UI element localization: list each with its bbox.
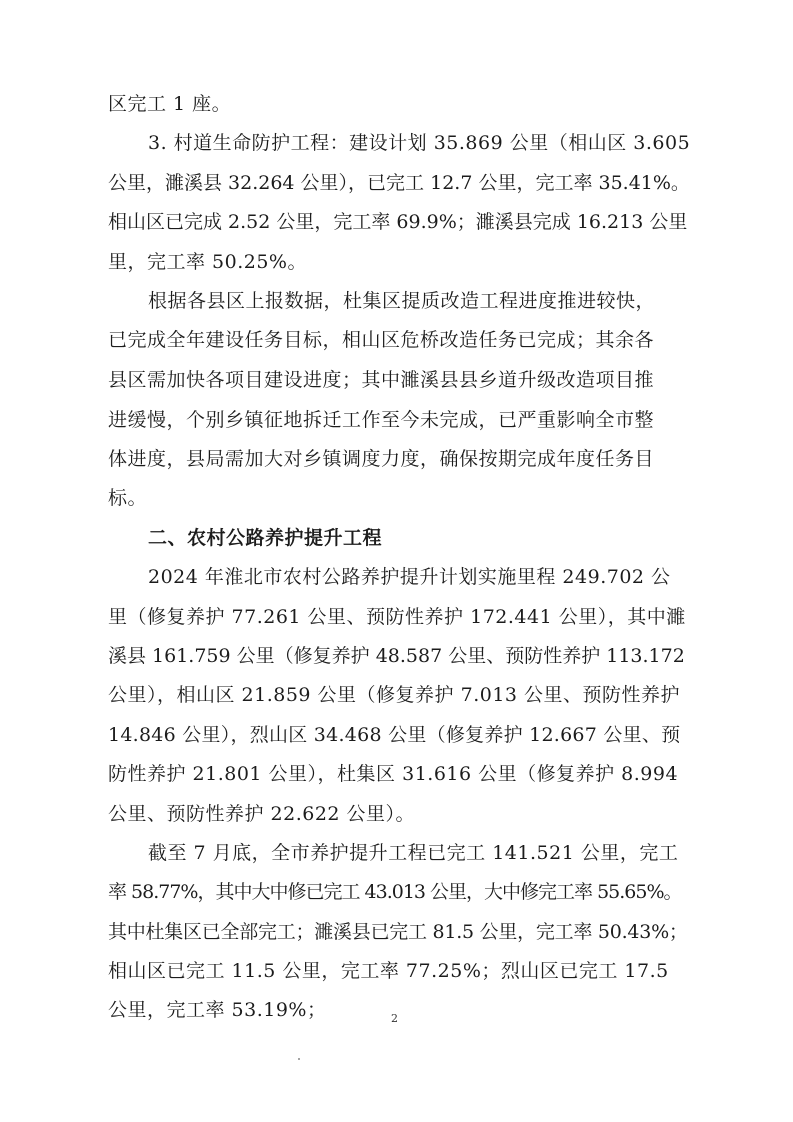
text-line: 公里，濉溪县 32.264 公里），已完工 12.7 公里，完工率 35.41%。 bbox=[108, 172, 690, 194]
text-line: 进缓慢，个别乡镇征地拆迁工作至今未完成，已严重影响全市整 bbox=[108, 409, 655, 431]
text-line: 防性养护 21.801 公里），杜集区 31.616 公里（修复养护 8.994 bbox=[108, 763, 679, 785]
text-line: 截至 7 月底，全市养护提升工程已完工 141.521 公里，完工 bbox=[148, 842, 679, 864]
text-line: 相山区已完工 11.5 公里，完工率 77.25%；烈山区已完工 17.5 bbox=[108, 960, 669, 982]
text-line: 率 58.77%，其中大中修已完工 43.013 公里，大中修完工率 55.65%。 bbox=[108, 881, 682, 903]
text-line: 14.846 公里），烈山区 34.468 公里（修复养护 12.667 公里、预 bbox=[108, 724, 681, 746]
section-heading: 二、农村公路养护提升工程 bbox=[148, 527, 383, 549]
text-line: 2024 年淮北市农村公路养护提升计划实施里程 249.702 公 bbox=[148, 566, 671, 588]
text-line: 里，完工率 50.25%。 bbox=[108, 251, 307, 273]
text-line: 溪县 161.759 公里（修复养护 48.587 公里、预防性养护 113.172 bbox=[108, 645, 685, 667]
text-line: 标。 bbox=[108, 487, 148, 509]
text-line: 其中杜集区已全部完工；濉溪县已完工 81.5 公里，完工率 50.43%； bbox=[108, 921, 688, 943]
text-line: 公里，完工率 53.19%； bbox=[108, 999, 327, 1021]
text-line: 根据各县区上报数据，杜集区提质改造工程进度推进较快， bbox=[148, 290, 656, 312]
text-line: 里（修复养护 77.261 公里、预防性养护 172.441 公里），其中濉 bbox=[108, 606, 686, 628]
text-line: 县区需加快各项目建设进度；其中濉溪县县乡道升级改造项目推 bbox=[108, 369, 655, 391]
text-line: 体进度，县局需加大对乡镇调度力度，确保按期完成年度任务目 bbox=[108, 448, 655, 470]
text-line: 已完成全年建设任务目标，相山区危桥改造任务已完成；其余各 bbox=[108, 329, 655, 351]
text-line: 相山区已完成 2.52 公里，完工率 69.9%；濉溪县完成 16.213 公里 bbox=[108, 211, 688, 233]
scan-speck bbox=[298, 1058, 300, 1060]
text-line: 区完工 1 座。 bbox=[108, 93, 232, 115]
text-line: 公里、预防性养护 22.622 公里）。 bbox=[108, 803, 416, 825]
page-number: 2 bbox=[391, 1012, 398, 1025]
text-line: 公里），相山区 21.859 公里（修复养护 7.013 公里、预防性养护 bbox=[108, 684, 681, 706]
text-line: 3. 村道生命防护工程：建设计划 35.869 公里（相山区 3.605 bbox=[148, 132, 691, 154]
